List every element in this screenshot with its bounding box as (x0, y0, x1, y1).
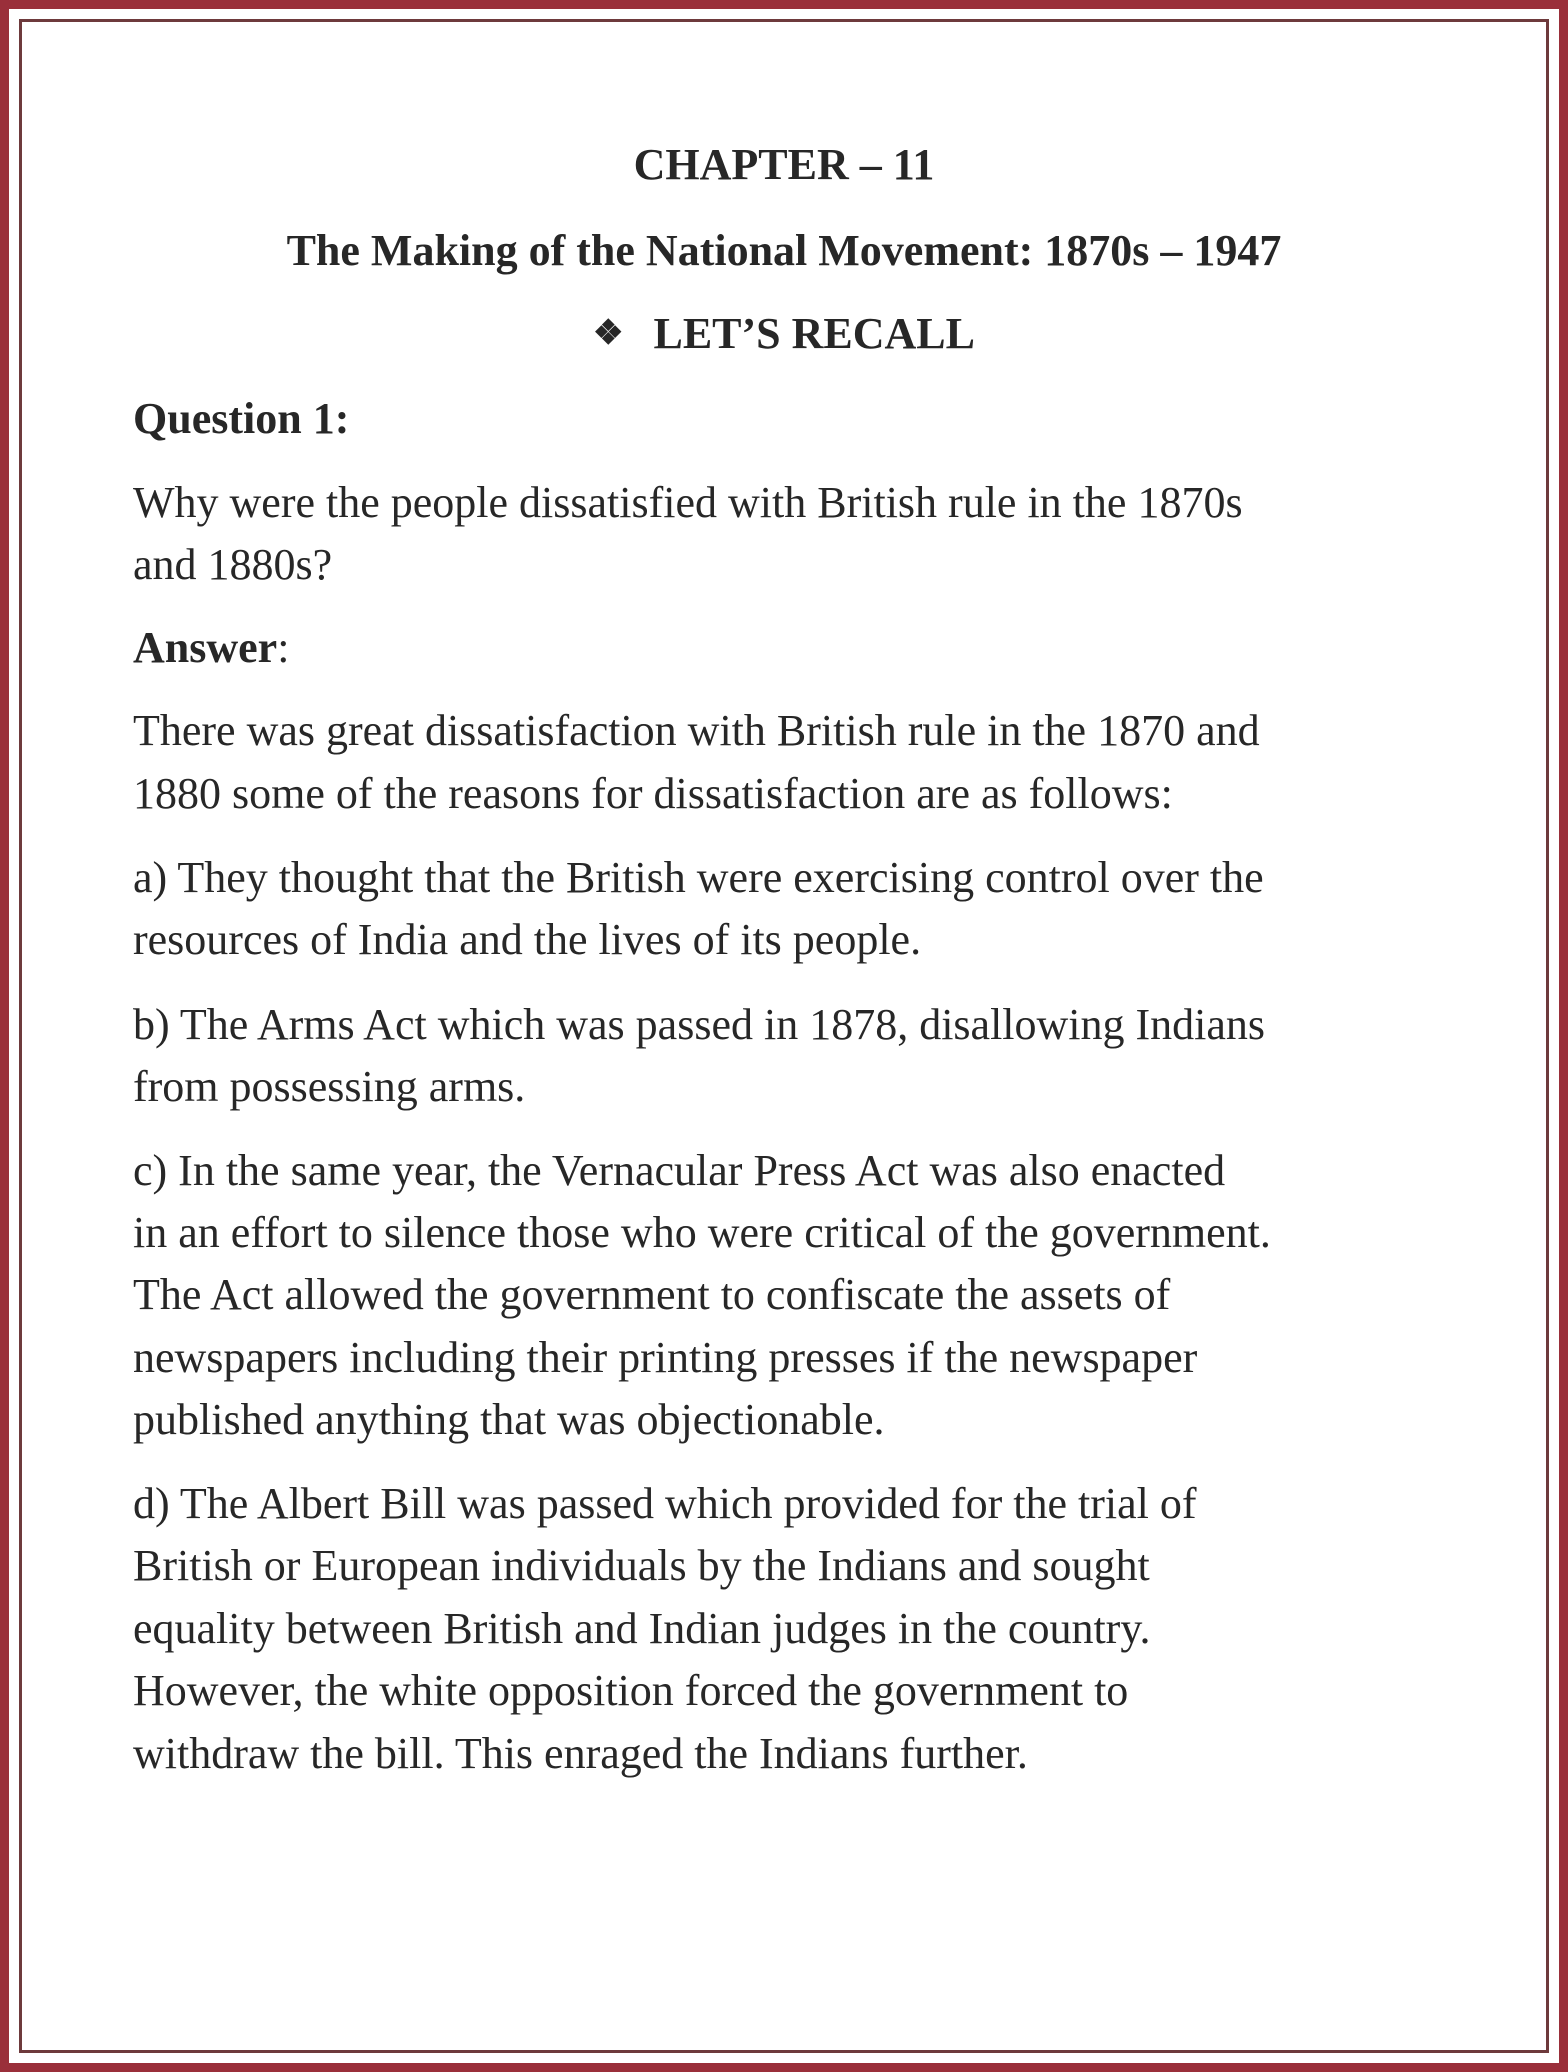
point-a-line: a) They thought that the British were exercising control over the (133, 853, 1264, 902)
section-label: LET’S RECALL (653, 309, 976, 358)
point-c-line: The Act allowed the government to confiscate the assets of (133, 1270, 1171, 1319)
chapter-title: The Making of the National Movement: 1870s – 1947 (286, 226, 1282, 275)
point-d-line: equality between British and Indian judges in the country. (133, 1604, 1151, 1653)
point-d-line: British or European individuals by the Indians and sought (133, 1541, 1150, 1590)
diamond-bullet-icon: ❖ (592, 315, 624, 352)
answer-intro-line: There was great dissatisfaction with British rule in the 1870 and (133, 706, 1260, 755)
chapter-heading: CHAPTER – 11 (633, 140, 935, 189)
answer-intro-line: 1880 some of the reasons for dissatisfaction are as follows: (133, 769, 1173, 818)
point-c-line: published anything that was objectionable. (133, 1395, 885, 1444)
section-heading (0, 309, 1568, 358)
point-d-line: d) The Albert Bill was passed which provided for the trial of (133, 1479, 1197, 1528)
answer-colon: : (277, 623, 290, 672)
point-c-line: c) In the same year, the Vernacular Press Act was also enacted (133, 1146, 1226, 1195)
answer-heading (133, 623, 290, 672)
question-label: Question 1: (133, 394, 350, 443)
point-a-line: resources of India and the lives of its people. (133, 915, 922, 964)
point-d-line: withdraw the bill. This enraged the Indians further. (133, 1729, 1028, 1778)
point-d-line: However, the white opposition forced the government to (133, 1666, 1129, 1715)
answer-label: Answer (133, 623, 278, 672)
question-text-line: Why were the people dissatisfied with British rule in the 1870s (133, 478, 1243, 527)
point-c-line: in an effort to silence those who were critical of the government. (133, 1208, 1271, 1257)
point-c-line: newspapers including their printing presses if the newspaper (133, 1333, 1198, 1382)
question-text-line: and 1880s? (133, 540, 333, 589)
point-b-line: b) The Arms Act which was passed in 1878, disallowing Indians (133, 1000, 1266, 1049)
point-b-line: from possessing arms. (133, 1062, 526, 1111)
